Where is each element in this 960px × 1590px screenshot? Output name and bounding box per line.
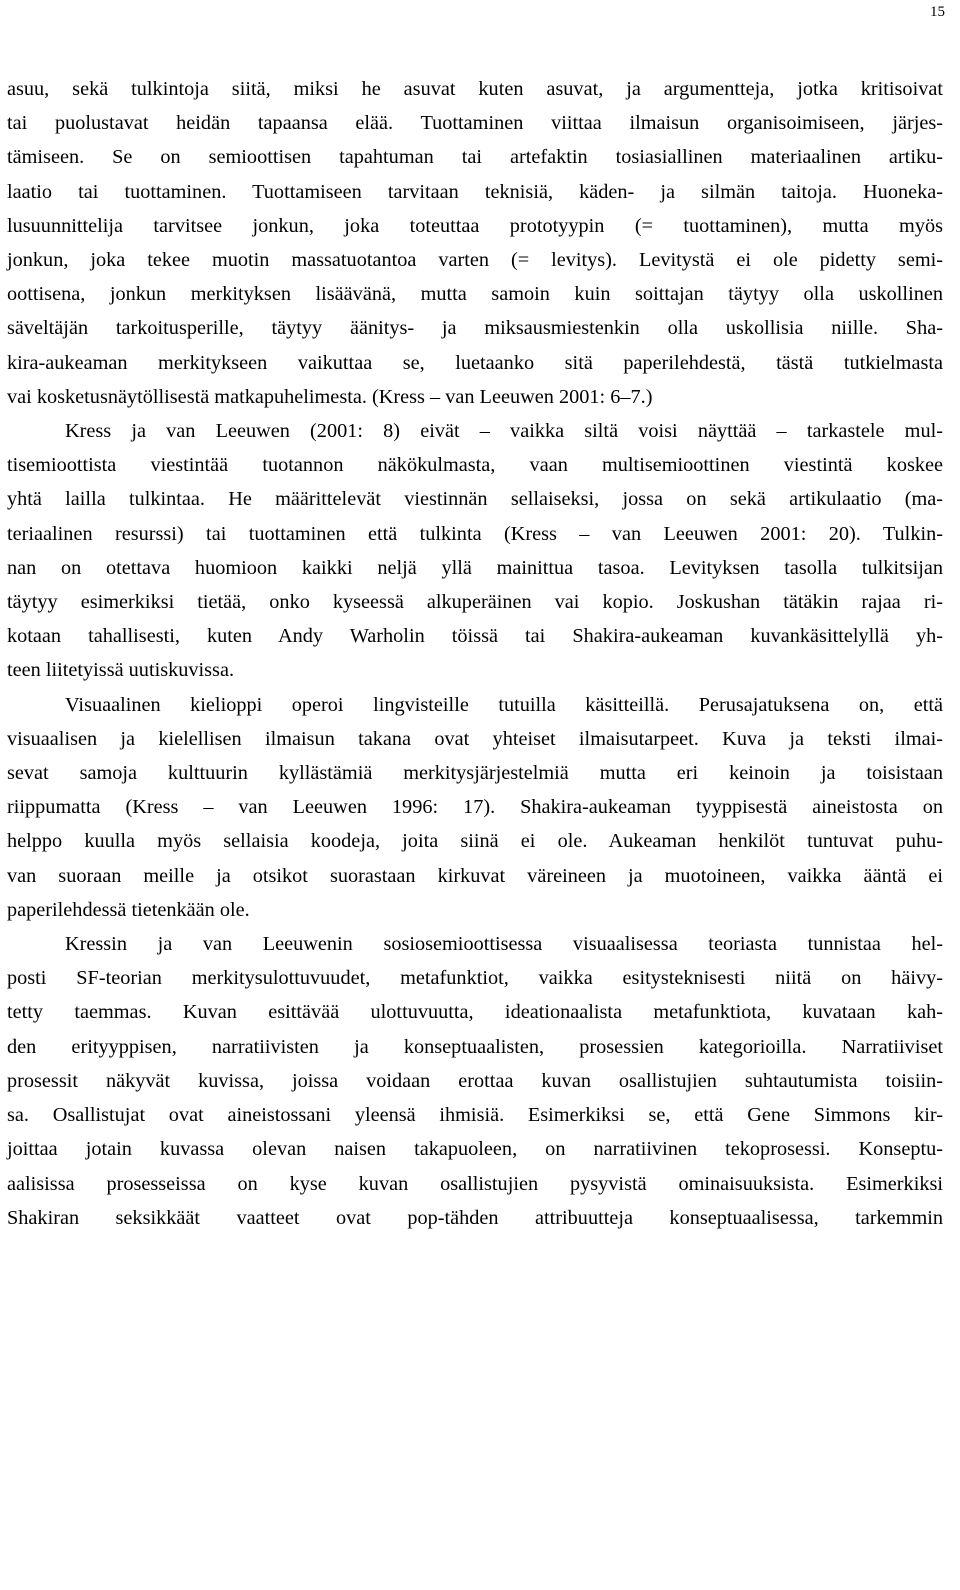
text-line: tisemioottista viestintää tuotannon näkökulmasta, vaan multisemioottinen viestintä koskee [7,454,943,477]
text-line: Shakiran seksikkäät vaatteet ovat pop-tähden attribuutteja konseptuaalisessa, tarkemmin [7,1206,943,1229]
paragraph-4 [7,927,943,1235]
text-line: van suoraan meille ja otsikot suorastaan kirkuvat väreineen ja muotoineen, vaikka ääntä ei [7,864,943,887]
text-line: vai kosketusnäytöllisestä matkapuhelimesta. (Kress – van Leeuwen 2001: 6–7.) [7,385,653,408]
text-line: tai puolustavat heidän tapaansa elää. Tuottaminen viittaa ilmaisun organisoimiseen, järjes- [7,112,943,135]
text-line: Kress ja van Leeuwen (2001: 8) eivät – vaikka siltä voisi näyttää – tarkastele mul- [65,420,943,443]
text-line: kotaan tahallisesti, kuten Andy Warholin töissä tai Shakira-aukeaman kuvankäsittelyllä yh- [7,625,943,648]
page-number: 15 [930,4,945,20]
text-line: prosessit näkyvät kuvissa, joissa voidaan erottaa kuvan osallistujien suhtautumista toisiin- [7,1069,943,1092]
text-line: helppo kuulla myös sellaisia koodeja, joita siinä ei ole. Aukeaman henkilöt tuntuvat puhu- [7,830,943,853]
text-line: tetty taemmas. Kuvan esittävää ulottuvuutta, ideationaalista metafunktiota, kuvataan kah- [7,1001,943,1024]
text-line: täytyy esimerkiksi tietää, onko kyseessä alkuperäinen vai kopio. Joskushan tätäkin rajaa ri- [7,591,943,614]
text-line: Kressin ja van Leeuwenin sosiosemioottisessa visuaalisessa teoriasta tunnistaa hel- [65,933,943,956]
paragraph-2 [7,414,943,688]
paragraph-1 [7,72,943,414]
text-line: joittaa jotain kuvassa olevan naisen takapuoleen, on narratiivinen tekoprosessi. Konseptu- [7,1138,943,1161]
text-line: Visuaalinen kielioppi operoi lingvisteille tutuilla käsitteillä. Perusajatuksena on, että [65,693,943,716]
text-line: sa. Osallistujat ovat aineistossani yleensä ihmisiä. Esimerkiksi se, että Gene Simmons kir- [7,1104,943,1127]
text-line: posti SF-teorian merkitysulottuvuudet, metafunktiot, vaikka esitysteknisesti niitä on häivy- [7,967,943,990]
text-line: den erityyppisen, narratiivisten ja konseptuaalisten, prosessien kategorioilla. Narratiiviset [7,1035,943,1058]
text-line: visuaalisen ja kielellisen ilmaisun takana ovat yhteiset ilmaisutarpeet. Kuva ja teksti ilmai- [7,727,943,750]
text-line: lusuunnittelija tarvitsee jonkun, joka toteuttaa prototyypin (= tuottaminen), mutta myös [7,214,943,237]
text-line: säveltäjän tarkoitusperille, täytyy äänitys- ja miksausmiestenkin olla uskollisia niille. Sha- [7,317,943,340]
text-line: jonkun, joka tekee muotin massatuotantoa varten (= levitys). Levitystä ei ole pidetty semi- [7,249,943,272]
body-text [7,72,943,1235]
text-line: asuu, sekä tulkintoja siitä, miksi he asuvat kuten asuvat, ja argumentteja, jotka kritisoivat [7,78,943,100]
text-line: kira-aukeaman merkitykseen vaikuttaa se, luetaanko sitä paperilehdestä, tästä tutkielmasta [7,351,943,374]
text-line: riippumatta (Kress – van Leeuwen 1996: 17). Shakira-aukeaman tyyppisestä aineistosta on [7,796,943,819]
text-line: paperilehdessä tietenkään ole. [7,898,250,921]
text-line: yhtä lailla tulkintaa. He määrittelevät viestinnän sellaiseksi, jossa on sekä artikulaatio (ma- [7,488,943,511]
text-line: aalisissa prosesseissa on kyse kuvan osallistujien pysyvistä ominaisuuksista. Esimerkiksi [7,1172,943,1195]
text-line: tämiseen. Se on semioottisen tapahtuman tai artefaktin tosiasiallinen materiaalinen artiku- [7,146,943,169]
text-line: nan on otettava huomioon kaikki neljä yllä mainittua tasoa. Levityksen tasolla tulkitsijan [7,556,943,579]
text-line: sevat samoja kulttuurin kyllästämiä merkitysjärjestelmiä mutta eri keinoin ja toisistaan [7,762,943,785]
text-line: oottisena, jonkun merkityksen lisäävänä, mutta samoin kuin soittajan täytyy olla uskollinen [7,283,943,306]
text-line: teriaalinen resurssi) tai tuottaminen että tulkinta (Kress – van Leeuwen 2001: 20). Tulkin- [7,522,943,545]
text-line: laatio tai tuottaminen. Tuottamiseen tarvitaan teknisiä, käden- ja silmän taitoja. Huoneka- [7,180,943,203]
text-line: teen liitetyissä uutiskuvissa. [7,659,235,682]
paragraph-3 [7,688,943,927]
